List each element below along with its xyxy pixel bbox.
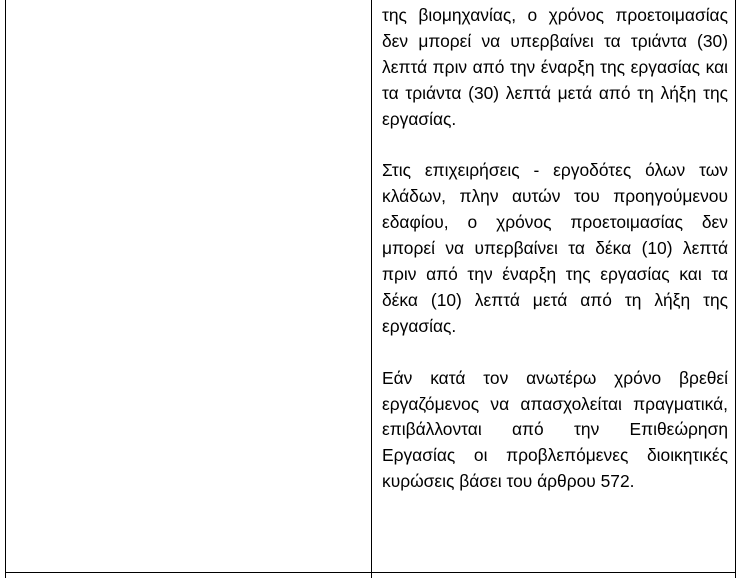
paragraph-preparation-time-other-sectors: Στις επιχειρήσεις - εργοδότες όλων των κλάδων, πλην αυτών του προηγούμενου εδαφίου, ο χρόνος προετοιμασίας δεν μπορεί να υπερβαίνει τα δέκα (10) λεπτά πριν από την έναρξη της εργασίας και τα δέκα (10) λεπτά μετά από τη λήξη της εργασίας.: [382, 160, 728, 336]
table-row-divider: [5, 572, 736, 573]
table-cell-right: [382, 3, 728, 495]
paragraph-sanctions: Εάν κατά τον ανωτέρω χρόνο βρεθεί εργαζόμενος να απασχολείται πραγματικά, επιβάλλονται από την Επιθεώρηση Εργασίας οι προβλεπόμενες διοικητικές κυρώσεις βάσει του άρθρου 572.: [382, 367, 728, 492]
table-left-border: [5, 0, 6, 578]
table-column-divider: [371, 0, 372, 578]
table-right-border: [735, 0, 736, 578]
paragraph-preparation-time-industry: της βιομηχανίας, ο χρόνος προετοιμασίας δεν μπορεί να υπερβαίνει τα τριάντα (30) λεπτά πριν από την έναρξη της εργασίας και τα τριάντα (30) λεπτά μετά από τη λήξη της εργασίας.: [382, 5, 728, 129]
